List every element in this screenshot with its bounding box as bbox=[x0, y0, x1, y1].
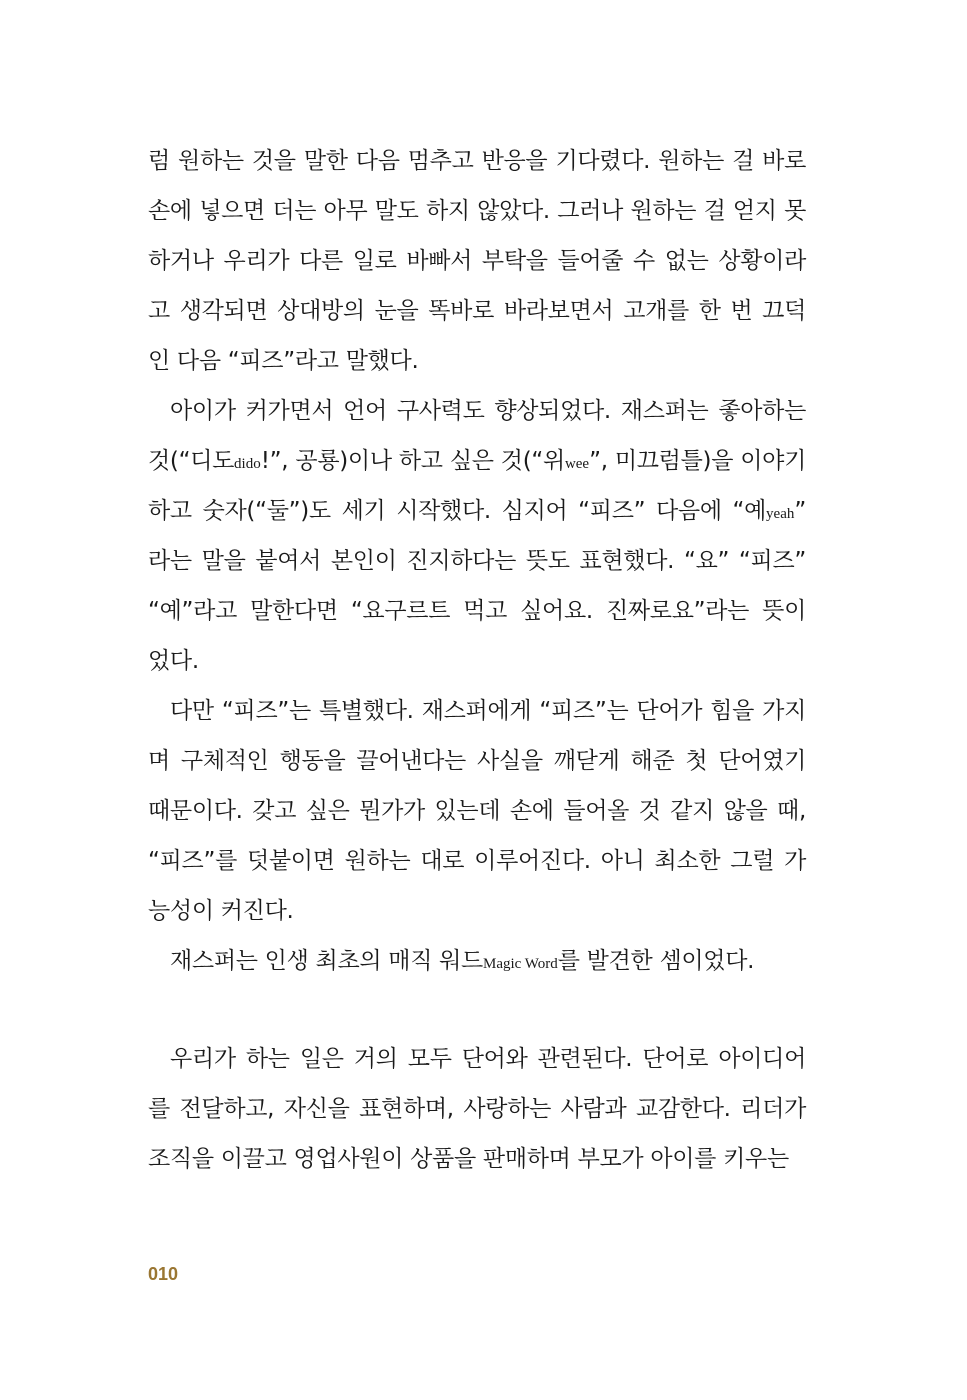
text-line: 며 구체적인 행동을 끌어낸다는 사실을 깨닫게 해준 첫 단어였기 bbox=[148, 748, 806, 774]
paragraph bbox=[148, 686, 806, 936]
text-line: 고 생각되면 상대방의 눈을 똑바로 바라보면서 고개를 한 번 끄덕 bbox=[148, 298, 806, 324]
text-segment: 하고 숫자(“둘”)도 세기 시작했다. 심지어 “피즈” 다음에 “예 bbox=[148, 498, 767, 524]
text-segment: ”, 미끄럼틀)을 이야기 bbox=[589, 448, 806, 474]
latin-gloss: dido bbox=[234, 456, 261, 472]
text-line: “예”라고 말한다면 “요구르트 먹고 싶어요. 진짜로요”라는 뜻이 bbox=[148, 598, 806, 624]
text-line: 아이가 커가면서 언어 구사력도 향상되었다. 재스퍼는 좋아하는 bbox=[170, 398, 806, 424]
paragraph bbox=[148, 936, 806, 986]
text-segment: 재스퍼는 인생 최초의 매직 워드 bbox=[170, 948, 483, 974]
text-line: 인 다음 “피즈”라고 말했다. bbox=[148, 348, 419, 374]
text-line: “피즈”를 덧붙이면 원하는 대로 이루어진다. 아니 최소한 그럴 가 bbox=[148, 848, 806, 874]
text-line bbox=[148, 486, 806, 536]
text-line: 었다. bbox=[148, 648, 199, 674]
text-line: 하거나 우리가 다른 일로 바빠서 부탁을 들어줄 수 없는 상황이라 bbox=[148, 248, 806, 274]
text-line: 다만 “피즈”는 특별했다. 재스퍼에게 “피즈”는 단어가 힘을 가지 bbox=[170, 698, 806, 724]
body-text bbox=[148, 136, 806, 1184]
text-line: 때문이다. 갖고 싶은 뭔가가 있는데 손에 들어올 것 같지 않을 때, bbox=[148, 798, 806, 824]
text-line: 손에 넣으면 더는 아무 말도 하지 않았다. 그러나 원하는 걸 얻지 못 bbox=[148, 198, 806, 224]
paragraph bbox=[148, 386, 806, 686]
text-segment: 를 발견한 셈이었다. bbox=[557, 948, 755, 974]
paragraph bbox=[148, 136, 806, 386]
section-gap bbox=[148, 986, 806, 1034]
text-line: 라는 말을 붙여서 본인이 진지하다는 뜻도 표현했다. “요” “피즈” bbox=[148, 548, 806, 574]
text-line: 능성이 커진다. bbox=[148, 898, 294, 924]
text-line: 럼 원하는 것을 말한 다음 멈추고 반응을 기다렸다. 원하는 걸 바로 bbox=[148, 148, 806, 174]
text-segment: !”, 공룡)이나 하고 싶은 것(“위 bbox=[260, 448, 565, 474]
latin-gloss: wee bbox=[564, 456, 590, 472]
text-line bbox=[148, 936, 806, 986]
text-line: 를 전달하고, 자신을 표현하며, 사랑하는 사람과 교감한다. 리더가 bbox=[148, 1096, 806, 1122]
paragraph bbox=[148, 1034, 806, 1184]
latin-gloss: yeah bbox=[766, 506, 795, 522]
page-number: 010 bbox=[148, 1264, 179, 1284]
text-line: 조직을 이끌고 영업사원이 상품을 판매하며 부모가 아이를 키우는 bbox=[148, 1146, 789, 1172]
text-line: 우리가 하는 일은 거의 모두 단어와 관련된다. 단어로 아이디어 bbox=[170, 1046, 806, 1072]
latin-gloss: Magic Word bbox=[482, 956, 558, 972]
text-line bbox=[148, 436, 806, 486]
text-segment: ” bbox=[794, 498, 806, 524]
text-segment: 것(“디도 bbox=[148, 448, 235, 474]
